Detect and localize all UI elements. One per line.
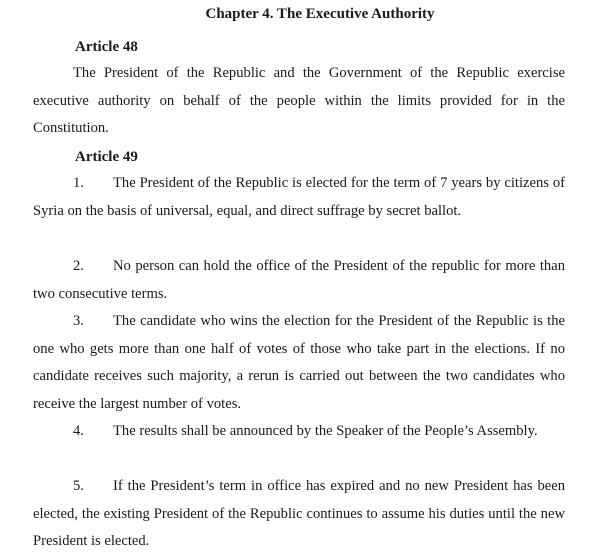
article-48-text: The President of the Republic and the Government of the Republic exercise executive authority on behalf of the people within the limits provided for in the Constitution. (33, 65, 565, 137)
item-text: The candidate who wins the election for the President of the Republic is the one who gets more than one half of votes of those who take part in the elections. If no candidate receives such majority, a rerun is carried out between the two candidates who receive the largest number of votes. (33, 313, 565, 412)
article-49-item-3 (33, 308, 565, 418)
chapter-title: Chapter 4. The Executive Authority (205, 6, 435, 22)
item-number: 5. (73, 478, 84, 494)
item-number: 1. (73, 175, 84, 191)
item-text: The President of the Republic is elected for the term of 7 years by citizens of Syria on the basis of universal, equal, and direct suffrage by secret ballot. (33, 175, 565, 219)
item-text: If the President’s term in office has expired and no new President has been elected, the existing President of the Republic continues to assume his duties until the new President is elected. (33, 478, 565, 550)
article-49-item-5 (33, 473, 565, 556)
article-49-item-1 (33, 170, 565, 225)
item-number: 3. (73, 313, 84, 329)
article-48-paragraph (33, 60, 565, 143)
article-49-heading: Article 49 (75, 149, 138, 165)
item-text: No person can hold the office of the President of the republic for more than two consecutive terms. (33, 258, 565, 302)
article-49-item-4 (33, 418, 565, 446)
article-49-item-2 (33, 253, 565, 308)
item-text: The results shall be announced by the Speaker of the People’s Assembly. (113, 423, 538, 439)
item-number: 2. (73, 258, 84, 274)
article-48-heading: Article 48 (75, 39, 138, 55)
item-number: 4. (73, 423, 84, 439)
